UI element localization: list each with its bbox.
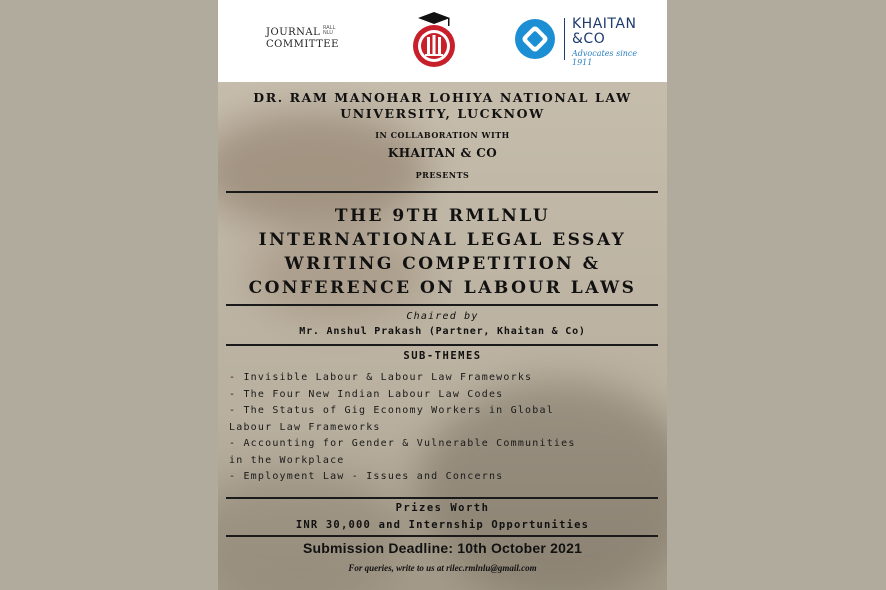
queries-contact[interactable]: For queries, write to us at rilec.rmlnlu@gmail.com [348, 563, 537, 573]
journal-logo-mini-1: RALL [323, 25, 336, 31]
prizes-value: INR 30,000 and Internship Opportunities [295, 519, 590, 531]
prizes-heading: Prizes Worth [395, 502, 490, 514]
khaitan-logo-name: KHAITAN [572, 16, 637, 32]
divider-prizes [226, 535, 658, 537]
chair-name: Mr. Anshul Prakash (Partner, Khaitan & Co) [299, 326, 586, 337]
partner-name: KHAITAN & CO [387, 146, 498, 160]
khaitan-co-logo [514, 16, 654, 67]
submission-deadline: Submission Deadline: 10th October 2021 [302, 540, 583, 556]
university-seal-icon [410, 10, 458, 72]
khaitan-diamond-icon [514, 18, 556, 60]
sub-theme-item: - Invisible Labour & Labour Law Frameworks [229, 372, 533, 383]
chaired-by-label: Chaired by [406, 311, 479, 322]
sub-theme-item: - Accounting for Gender & Vulnerable Communities [229, 438, 576, 449]
sub-theme-item: - The Four New Indian Labour Law Codes [229, 388, 504, 400]
divider-title [226, 304, 658, 306]
khaitan-logo-divider [564, 18, 565, 60]
sub-themes-list [229, 370, 661, 486]
sub-theme-item: - Employment Law - Issues and Concerns [229, 471, 504, 482]
collaboration-text: IN COLLABORATION WITH [375, 130, 510, 140]
logo-header [218, 0, 667, 82]
journal-logo-mini-2: NLU [323, 30, 333, 36]
presents-text: PRESENTS [415, 170, 470, 180]
divider-top [226, 191, 658, 193]
sub-themes-heading: SUB-THEMES [403, 350, 482, 362]
event-title-line3: WRITING COMPETITION & [284, 254, 601, 274]
divider-chair [226, 344, 658, 346]
journal-logo-line2: COMMITTEE [266, 39, 339, 50]
sub-theme-item: - The Status of Gig Economy Workers in Global [229, 405, 554, 416]
sub-theme-item: in the Workplace [229, 454, 345, 466]
sub-theme-item: Labour Law Frameworks [229, 421, 381, 433]
poster [218, 0, 667, 590]
khaitan-logo-co: &CO [572, 31, 606, 47]
event-title-line4: CONFERENCE ON LABOUR LAWS [248, 278, 637, 298]
university-name-line1: DR. RAM MANOHAR LOHIYA NATIONAL LAW [253, 90, 632, 105]
event-title-line2: INTERNATIONAL LEGAL ESSAY [258, 230, 627, 250]
journal-logo-line1: JOURNAL [266, 27, 321, 38]
khaitan-logo-tagline: Advocates since 1911 [572, 49, 638, 67]
journal-committee-logo [266, 25, 339, 51]
journal-logo-mini [323, 26, 335, 36]
event-title-line1: THE 9TH RMLNLU [334, 206, 551, 226]
event-title [218, 204, 667, 300]
university-name [218, 90, 667, 122]
divider-themes [226, 497, 658, 499]
university-name-line2: UNIVERSITY, LUCKNOW [340, 106, 545, 121]
